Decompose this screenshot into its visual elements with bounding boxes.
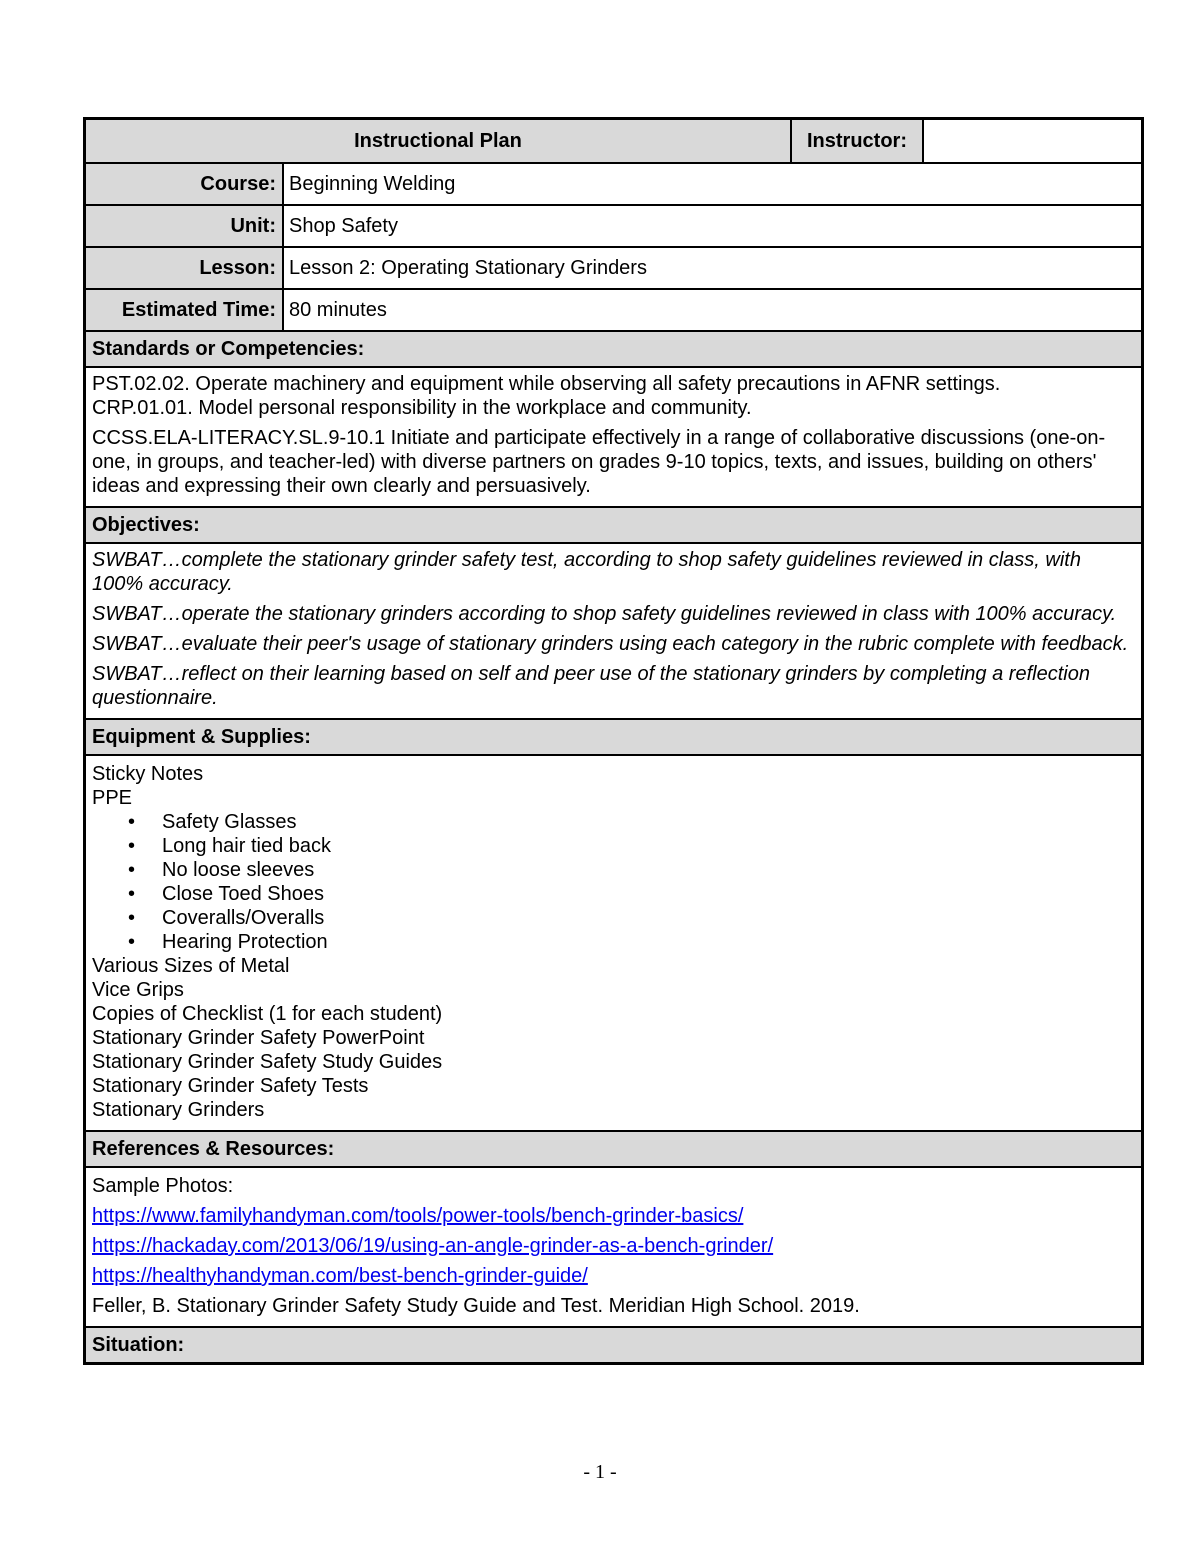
objectives-heading-row <box>86 508 1141 544</box>
objectives-heading: Objectives: <box>86 508 1141 542</box>
plan-title: Instructional Plan <box>86 120 792 162</box>
standard-crp: CRP.01.01. Model personal responsibility in the workplace and community. <box>92 397 752 419</box>
ppe-item: • Safety Glasses <box>92 810 1135 834</box>
standards-body <box>86 368 1141 506</box>
course-value: Beginning Welding <box>289 173 456 195</box>
equipment-item: Stationary Grinder Safety Study Guides <box>92 1051 443 1073</box>
unit-row <box>86 206 1141 248</box>
ppe-item: • Long hair tied back <box>92 834 1135 858</box>
situation-heading: Situation: <box>86 1328 1141 1362</box>
objective-item: SWBAT…operate the stationary grinders according to shop safety guidelines reviewed in class with 100% accuracy. <box>92 603 1117 625</box>
references-heading-row <box>86 1132 1141 1168</box>
equipment-item: Various Sizes of Metal <box>92 955 290 977</box>
unit-value: Shop Safety <box>289 215 398 237</box>
references-heading: References & Resources: <box>86 1132 1141 1166</box>
objective-item: SWBAT…reflect on their learning based on self and peer use of the stationary grinders by completing a reflection questionnaire. <box>92 663 1090 709</box>
standards-heading: Standards or Competencies: <box>86 332 1141 366</box>
standards-body-row <box>86 368 1141 508</box>
standards-heading-row <box>86 332 1141 368</box>
instructor-value <box>924 120 1141 162</box>
course-label: Course: <box>86 164 284 204</box>
instructor-label: Instructor: <box>792 120 924 162</box>
lesson-label: Lesson: <box>86 248 284 288</box>
equipment-item: Stationary Grinder Safety Tests <box>92 1075 369 1097</box>
equipment-body-row <box>86 756 1141 1132</box>
reference-citation: Feller, B. Stationary Grinder Safety Study Guide and Test. Meridian High School. 2019. <box>92 1295 860 1317</box>
estimated-time-row <box>86 290 1141 332</box>
equipment-heading: Equipment & Supplies: <box>86 720 1141 754</box>
equipment-item: Sticky Notes <box>92 763 204 785</box>
objective-item: SWBAT…complete the stationary grinder safety test, according to shop safety guidelines reviewed in class, with 100% accuracy. <box>92 549 1081 595</box>
equipment-item: Stationary Grinders <box>92 1099 265 1121</box>
title-row <box>86 120 1141 164</box>
objectives-body <box>86 544 1141 718</box>
course-row <box>86 164 1141 206</box>
reference-link[interactable]: https://www.familyhandyman.com/tools/power-tools/bench-grinder-basics/ <box>92 1205 744 1227</box>
equipment-item: PPE <box>92 787 133 809</box>
standard-pst: PST.02.02. Operate machinery and equipment while observing all safety precautions in AFNR settings. <box>92 373 1001 395</box>
estimated-time-value: 80 minutes <box>289 299 387 321</box>
equipment-item: Vice Grips <box>92 979 184 1001</box>
objectives-body-row <box>86 544 1141 720</box>
page-number: - 1 - <box>583 1461 617 1483</box>
standards-paragraph <box>92 372 1135 420</box>
sample-photos-label: Sample Photos: <box>92 1175 234 1197</box>
reference-link[interactable]: https://hackaday.com/2013/06/19/using-an-angle-grinder-as-a-bench-grinder/ <box>92 1235 774 1257</box>
ppe-item: • Coveralls/Overalls <box>92 906 1135 930</box>
ppe-item: • No loose sleeves <box>92 858 1135 882</box>
equipment-item: Copies of Checklist (1 for each student) <box>92 1003 443 1025</box>
reference-link[interactable]: https://healthyhandyman.com/best-bench-grinder-guide/ <box>92 1265 588 1287</box>
equipment-heading-row <box>86 720 1141 756</box>
estimated-time-label: Estimated Time: <box>86 290 284 330</box>
objective-item: SWBAT…evaluate their peer's usage of stationary grinders using each category in the rubric complete with feedback. <box>92 633 1129 655</box>
unit-label: Unit: <box>86 206 284 246</box>
standard-ccss: CCSS.ELA-LITERACY.SL.9-10.1 Initiate and participate effectively in a range of collaborative discussions (one-on-one, in groups, and teacher-led) with diverse partners on grades 9-10 topics, texts, and issues, building on others' ideas and expressing their own clearly and persuasively. <box>92 427 1106 497</box>
ppe-list <box>92 810 1135 954</box>
ppe-item: • Close Toed Shoes <box>92 882 1135 906</box>
equipment-body <box>86 756 1141 1130</box>
references-body-row <box>86 1168 1141 1328</box>
lesson-value: Lesson 2: Operating Stationary Grinders <box>289 257 647 279</box>
situation-heading-row <box>86 1328 1141 1362</box>
ppe-item: • Hearing Protection <box>92 930 1135 954</box>
equipment-item: Stationary Grinder Safety PowerPoint <box>92 1027 425 1049</box>
lesson-row <box>86 248 1141 290</box>
instructional-plan-table <box>83 117 1144 1365</box>
references-body <box>86 1168 1141 1326</box>
